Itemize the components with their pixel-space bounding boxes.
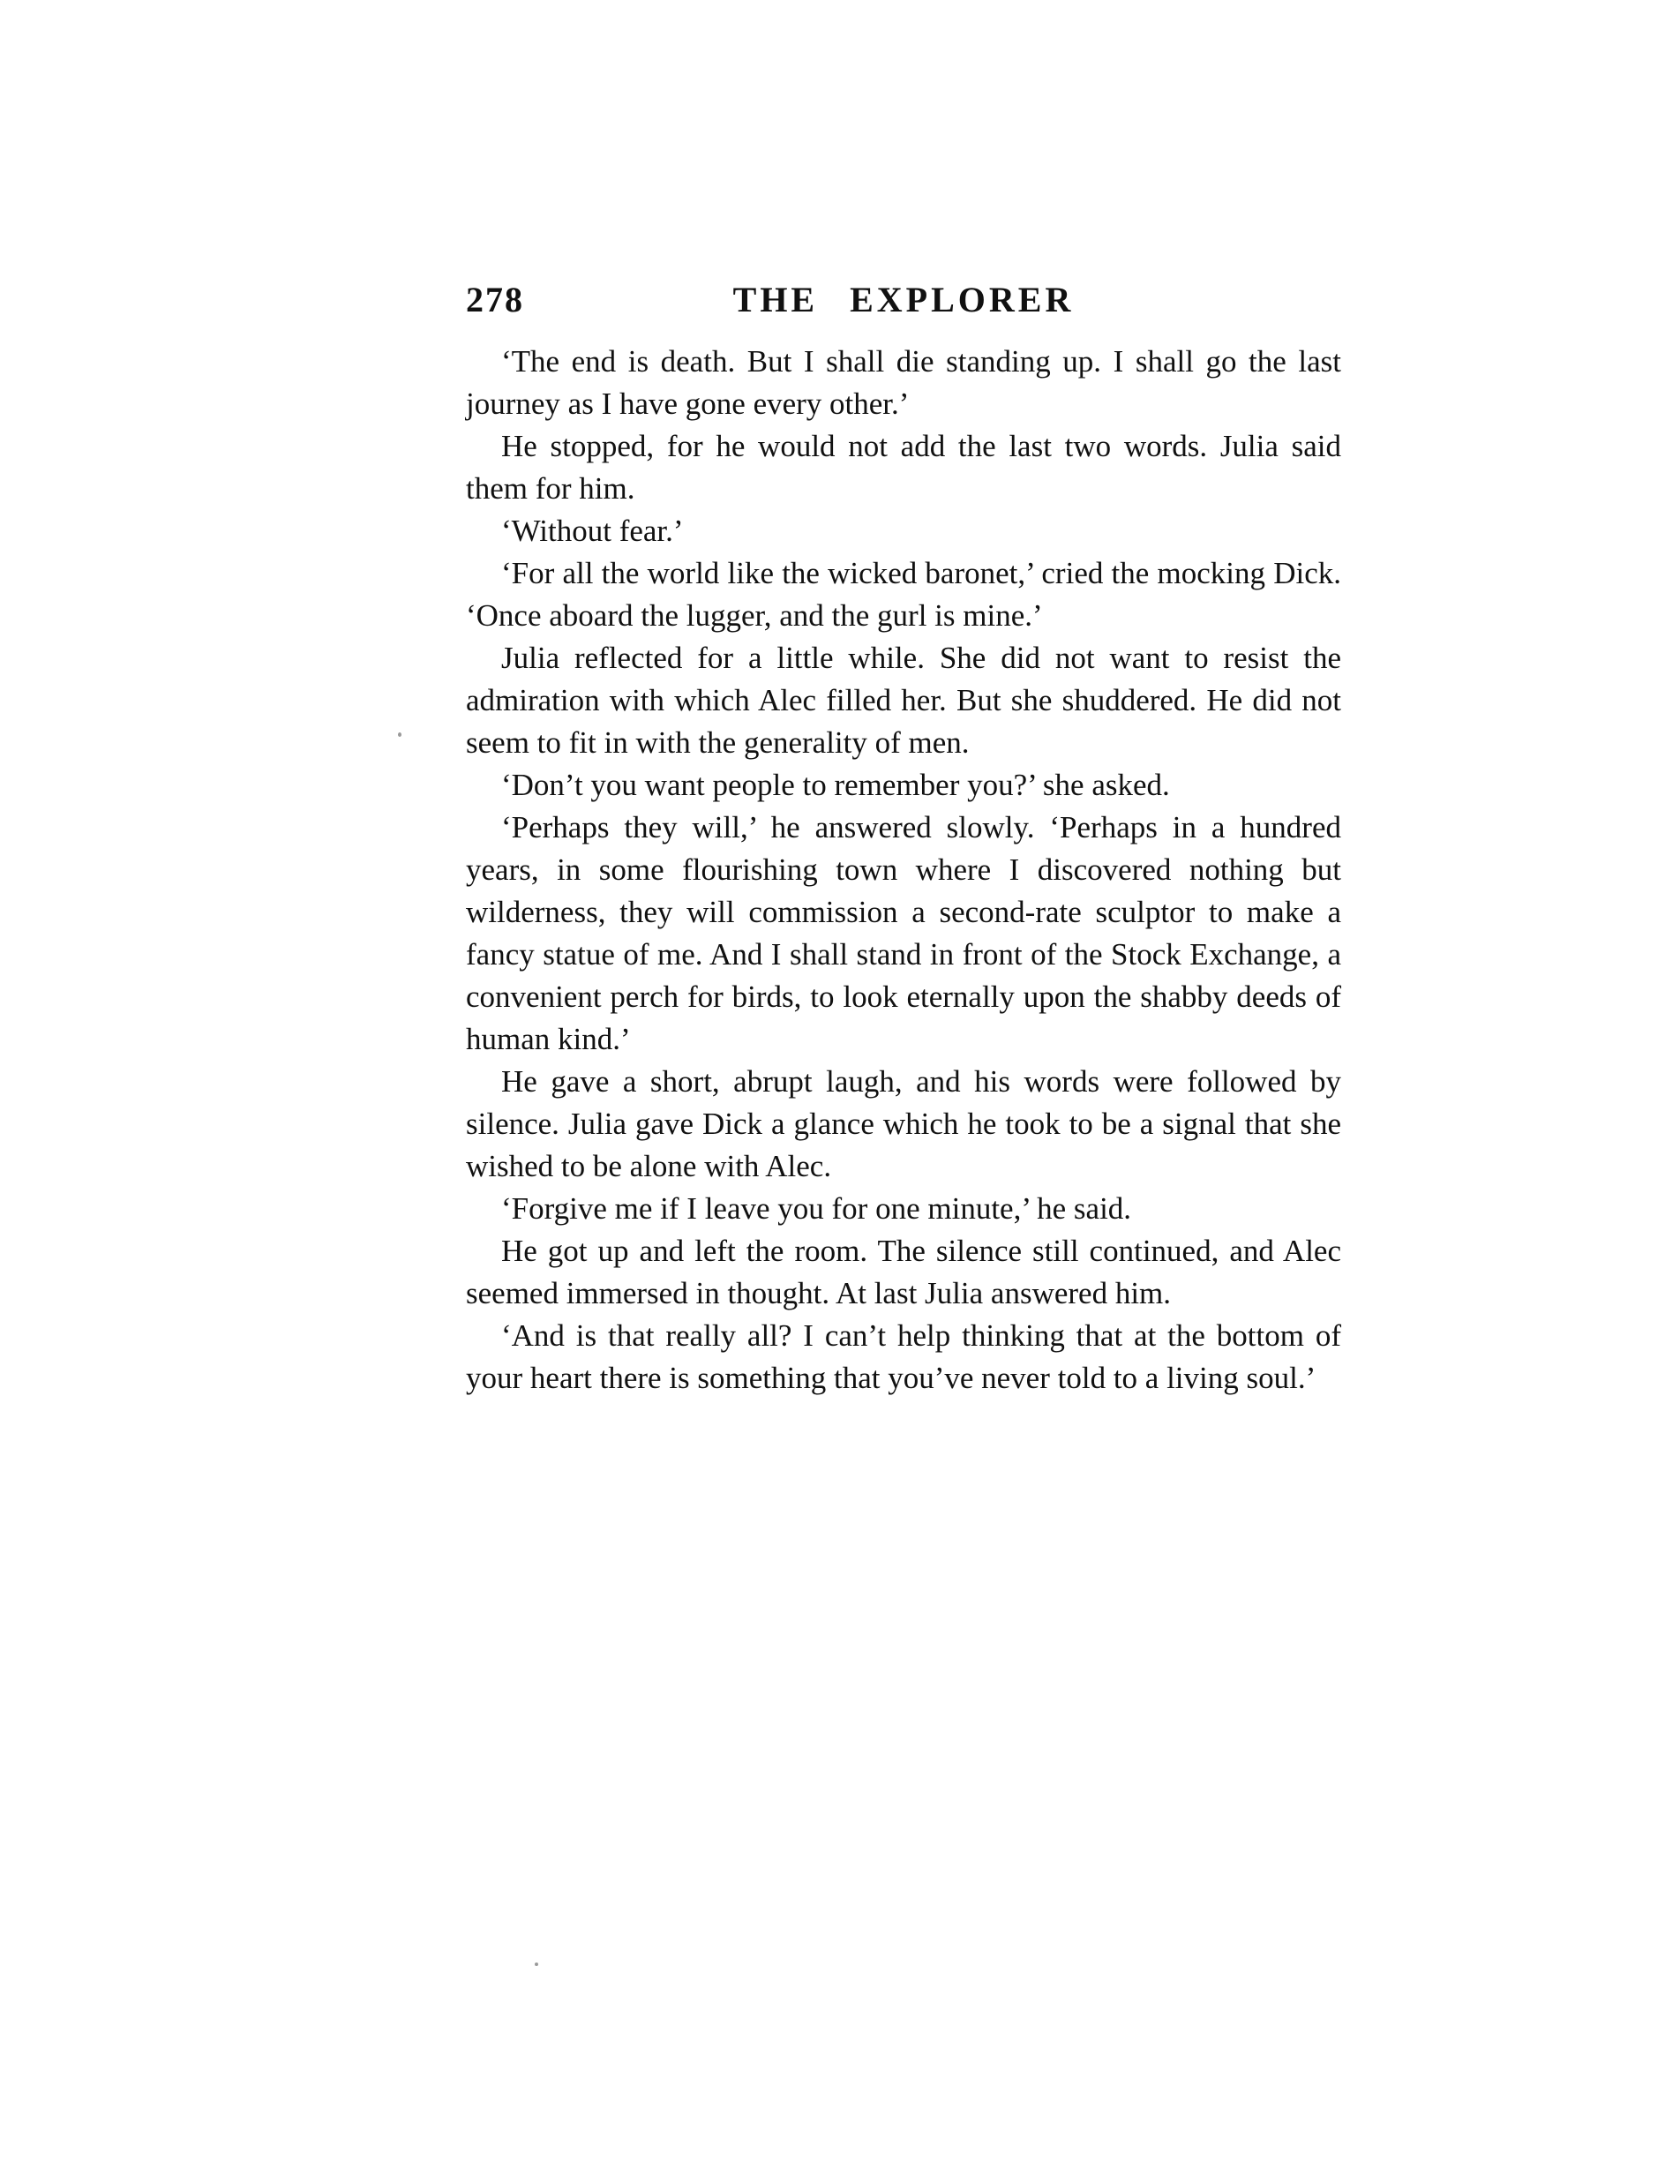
scan-artifact-dot	[398, 732, 401, 737]
paragraph: ‘For all the world like the wicked baronet,’ cried the mocking Dick. ‘Once aboard the lugger, and the gurl is mine.’	[466, 556, 1341, 633]
paragraph: ‘Without fear.’	[501, 514, 684, 548]
paragraph: ‘Don’t you want people to remember you?’ she asked.	[501, 768, 1170, 802]
paragraph: He stopped, for he would not add the last two words. Julia said them for him.	[466, 429, 1341, 506]
paragraph: ‘Forgive me if I leave you for one minute,’ he said.	[501, 1191, 1132, 1226]
paragraph: He got up and left the room. The silence still continued, and Alec seemed immersed in thought. At last Julia answered him.	[466, 1234, 1341, 1310]
paragraph: Julia reflected for a little while. She did not want to resist the admiration with which Alec filled her. But she shuddered. He did not seem to fit in with the generality of men.	[466, 641, 1341, 760]
running-title: THE EXPLORER	[732, 280, 1075, 319]
page-body	[466, 341, 1341, 1400]
paragraph: ‘And is that really all? I can’t help thinking that at the bottom of your heart there is something that you’ve never told to a living soul.’	[466, 1318, 1341, 1395]
page-header	[466, 279, 1341, 325]
scan-artifact-dot	[535, 1963, 538, 1966]
paragraph: He gave a short, abrupt laugh, and his words were followed by silence. Julia gave Dick a glance which he took to be a signal that she wished to be alone with Alec.	[466, 1064, 1341, 1183]
paragraph: ‘Perhaps they will,’ he answered slowly. ‘Perhaps in a hundred years, in some flourishing town where I discovered nothing but wilderness, they will commission a second-rate sculptor to make a fancy statue of me. And I shall stand in front of the Stock Exchange, a convenient perch for birds, to look eternally upon the shabby deeds of human kind.’	[466, 810, 1341, 1056]
paragraph: ‘The end is death. But I shall die standing up. I shall go the last journey as I have gone every other.’	[466, 344, 1341, 421]
page-number: 278	[466, 280, 524, 319]
